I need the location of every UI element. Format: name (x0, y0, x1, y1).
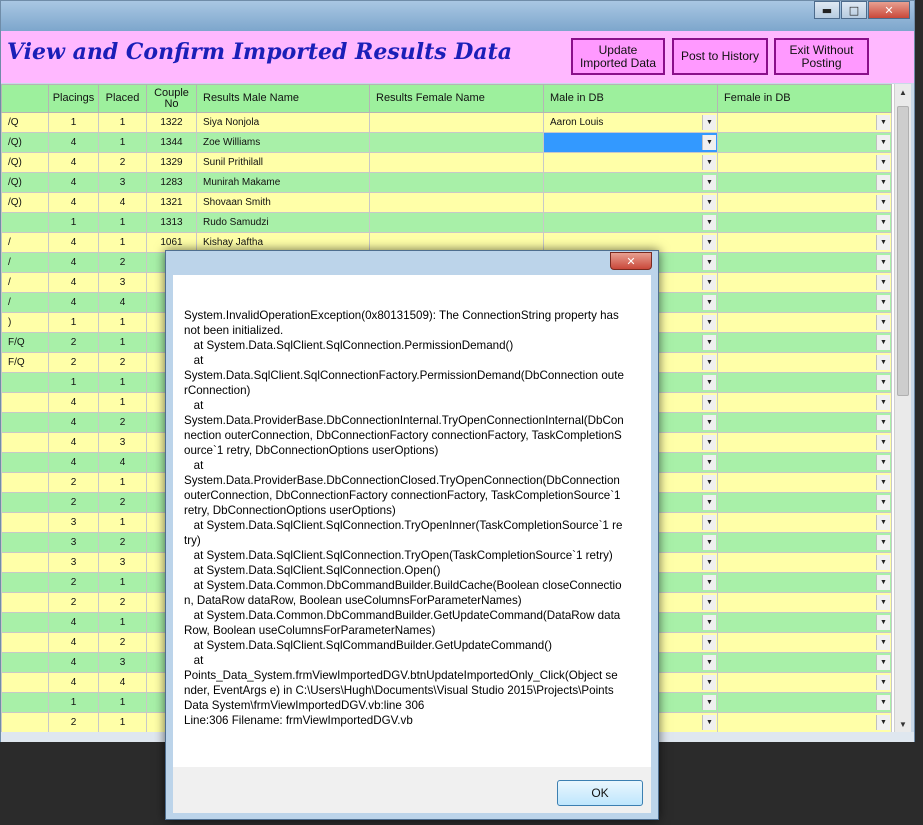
table-cell[interactable]: 1 (99, 393, 147, 413)
table-cell[interactable]: 4 (49, 413, 99, 433)
female-in-db-combo[interactable] (718, 633, 892, 653)
chevron-down-icon[interactable]: ▼ (702, 675, 716, 690)
table-cell[interactable] (2, 613, 49, 633)
table-cell[interactable]: 2 (99, 353, 147, 373)
grid-header-row (2, 85, 892, 113)
table-cell[interactable] (2, 533, 49, 553)
female-in-db-combo[interactable] (718, 453, 892, 473)
table-cell[interactable]: 3 (99, 273, 147, 293)
table-cell[interactable]: 4 (99, 293, 147, 313)
vertical-scrollbar[interactable] (894, 84, 911, 732)
table-cell[interactable]: / (2, 233, 49, 253)
table-cell[interactable]: 2 (99, 533, 147, 553)
chevron-down-icon[interactable]: ▼ (702, 515, 716, 530)
female-in-db-combo[interactable] (718, 433, 892, 453)
table-cell[interactable]: 1 (49, 213, 99, 233)
table-cell[interactable] (2, 573, 49, 593)
post-to-history-button[interactable]: Post to History (672, 38, 768, 75)
male-in-db-combo[interactable] (544, 113, 718, 133)
table-cell[interactable] (2, 673, 49, 693)
table-cell[interactable]: Siya Nonjola (197, 113, 370, 133)
table-cell[interactable]: 2 (49, 333, 99, 353)
female-in-db-combo[interactable] (718, 513, 892, 533)
chevron-down-icon[interactable]: ▼ (876, 155, 890, 170)
column-header[interactable]: Placed (99, 85, 147, 113)
chevron-down-icon[interactable]: ▼ (702, 155, 716, 170)
female-in-db-combo[interactable] (718, 313, 892, 333)
table-cell[interactable]: /Q) (2, 173, 49, 193)
table-cell[interactable]: 1 (99, 313, 147, 333)
table-cell[interactable]: 2 (49, 473, 99, 493)
female-in-db-combo[interactable] (718, 533, 892, 553)
table-cell[interactable] (2, 453, 49, 473)
chevron-down-icon[interactable]: ▼ (702, 435, 716, 450)
chevron-down-icon[interactable]: ▼ (702, 275, 716, 290)
table-cell[interactable] (2, 653, 49, 673)
table-row[interactable] (2, 173, 892, 193)
chevron-down-icon[interactable]: ▼ (876, 395, 890, 410)
scroll-up-icon[interactable]: ▲ (899, 87, 907, 97)
combo-value: Aaron Louis (550, 117, 604, 128)
table-cell[interactable] (2, 473, 49, 493)
table-cell[interactable]: 1 (99, 713, 147, 733)
chevron-down-icon[interactable]: ▼ (876, 555, 890, 570)
table-cell[interactable] (2, 213, 49, 233)
female-in-db-combo[interactable] (718, 413, 892, 433)
table-cell[interactable]: 4 (49, 133, 99, 153)
table-cell[interactable]: 1061 (147, 233, 197, 253)
table-cell[interactable]: 1329 (147, 153, 197, 173)
table-cell[interactable]: 3 (49, 533, 99, 553)
table-cell[interactable]: 2 (49, 713, 99, 733)
male-in-db-combo[interactable] (544, 213, 718, 233)
dialog-close-button[interactable]: ✕ (610, 252, 652, 270)
chevron-down-icon[interactable]: ▼ (702, 115, 716, 130)
ok-button[interactable]: OK (557, 780, 643, 806)
table-cell[interactable]: 3 (99, 653, 147, 673)
chevron-down-icon[interactable]: ▼ (702, 335, 716, 350)
male-in-db-combo[interactable] (544, 133, 718, 153)
table-cell[interactable]: / (2, 253, 49, 273)
chevron-down-icon[interactable]: ▼ (702, 655, 716, 670)
table-cell[interactable]: 4 (99, 453, 147, 473)
table-cell[interactable]: 1 (99, 233, 147, 253)
table-cell[interactable] (2, 493, 49, 513)
table-cell[interactable]: Sunil Prithilall (197, 153, 370, 173)
exit-without-posting-button[interactable]: Exit Without Posting (774, 38, 869, 75)
chevron-down-icon[interactable]: ▼ (876, 275, 890, 290)
table-cell[interactable] (2, 553, 49, 573)
chevron-down-icon[interactable]: ▼ (876, 535, 890, 550)
male-in-db-combo[interactable] (544, 153, 718, 173)
chevron-down-icon[interactable]: ▼ (876, 655, 890, 670)
female-in-db-combo[interactable] (718, 113, 892, 133)
chevron-down-icon[interactable]: ▼ (876, 235, 890, 250)
table-cell[interactable]: 3 (49, 553, 99, 573)
female-in-db-combo[interactable] (718, 393, 892, 413)
female-in-db-combo[interactable] (718, 653, 892, 673)
female-in-db-combo[interactable] (718, 153, 892, 173)
female-in-db-combo[interactable] (718, 333, 892, 353)
female-in-db-combo[interactable] (718, 553, 892, 573)
chevron-down-icon[interactable]: ▼ (702, 355, 716, 370)
chevron-down-icon[interactable]: ▼ (702, 475, 716, 490)
chevron-down-icon[interactable]: ▼ (876, 135, 890, 150)
female-in-db-combo[interactable] (718, 253, 892, 273)
table-cell[interactable]: 2 (49, 573, 99, 593)
table-cell[interactable]: /Q (2, 113, 49, 133)
table-cell[interactable]: 4 (49, 613, 99, 633)
table-cell[interactable] (2, 713, 49, 733)
chevron-down-icon[interactable]: ▼ (702, 695, 716, 710)
table-cell[interactable] (370, 113, 544, 133)
table-cell[interactable]: 1 (99, 513, 147, 533)
chevron-down-icon[interactable]: ▼ (876, 635, 890, 650)
chevron-down-icon[interactable]: ▼ (702, 455, 716, 470)
table-cell[interactable]: Munirah Makame (197, 173, 370, 193)
chevron-down-icon[interactable]: ▼ (876, 695, 890, 710)
table-cell[interactable]: 2 (99, 493, 147, 513)
table-cell[interactable] (2, 373, 49, 393)
table-cell[interactable]: 4 (49, 453, 99, 473)
dialog-titlebar[interactable] (166, 251, 658, 275)
table-cell[interactable]: 1283 (147, 173, 197, 193)
table-cell[interactable]: 1 (99, 613, 147, 633)
table-cell[interactable]: 1 (99, 333, 147, 353)
table-cell[interactable]: 3 (99, 433, 147, 453)
column-header[interactable]: Female in DB (718, 85, 892, 113)
table-cell[interactable]: 1 (49, 693, 99, 713)
table-cell[interactable]: 2 (99, 413, 147, 433)
chevron-down-icon[interactable]: ▼ (876, 515, 890, 530)
error-dialog (165, 250, 659, 820)
female-in-db-combo[interactable] (718, 293, 892, 313)
table-row[interactable] (2, 113, 892, 133)
table-cell[interactable]: F/Q (2, 333, 49, 353)
table-cell[interactable]: Shovaan Smith (197, 193, 370, 213)
dialog-footer (173, 767, 651, 813)
table-cell[interactable]: 4 (49, 153, 99, 173)
chevron-down-icon[interactable]: ▼ (702, 255, 716, 270)
table-cell[interactable]: 4 (49, 433, 99, 453)
male-in-db-combo[interactable] (544, 173, 718, 193)
female-in-db-combo[interactable] (718, 693, 892, 713)
table-cell[interactable] (2, 393, 49, 413)
chevron-down-icon[interactable]: ▼ (876, 575, 890, 590)
chevron-down-icon[interactable]: ▼ (876, 295, 890, 310)
chevron-down-icon[interactable]: ▼ (702, 375, 716, 390)
column-header[interactable]: Results Male Name (197, 85, 370, 113)
chevron-down-icon[interactable]: ▼ (702, 195, 716, 210)
chevron-down-icon[interactable]: ▼ (876, 315, 890, 330)
chevron-down-icon[interactable]: ▼ (876, 335, 890, 350)
chevron-down-icon[interactable]: ▼ (876, 675, 890, 690)
table-cell[interactable] (370, 173, 544, 193)
female-in-db-combo[interactable] (718, 573, 892, 593)
chevron-down-icon[interactable]: ▼ (702, 415, 716, 430)
table-cell[interactable] (2, 593, 49, 613)
chevron-down-icon[interactable]: ▼ (876, 355, 890, 370)
chevron-down-icon[interactable]: ▼ (876, 215, 890, 230)
female-in-db-combo[interactable] (718, 593, 892, 613)
error-message: System.InvalidOperationException(0x80131509): The ConnectionString property has not been initialized. at System.Data.SqlClient.SqlConnection.PermissionDemand() at System.Data.SqlClient.SqlConnectionFactory.PermissionDemand(DbConnection outerConnection) at System.Data.ProviderBase.DbConnectionInternal.TryOpenConnectionInternal(DbConnection outerConnection, DbConnectionFactory connectionFactory, TaskCompletionSource`1 retry, DbConnectionOptions userOptions) at System.Data.ProviderBase.DbConnectionClosed.TryOpenConnection(DbConnection outerConnection, DbConnectionFactory connectionFactory, TaskCompletionSource`1 retry, DbConnectionOptions userOptions) at System.Data.SqlClient.SqlConnection.TryOpenInner(TaskCompletionSource`1 retry) at System.Data.SqlClient.SqlConnection.TryOpen(TaskCompletionSource`1 retry) at System.Data.SqlClient.SqlConnection.Open() at System.Data.Common.DbCommandBuilder.BuildCache(Boolean closeConnection, DataRow dataRow, Boolean useColumnsForParameterNames) at System.Data.Common.DbCommandBuilder.GetUpdateCommand(DataRow dataRow, Boolean useColumnsForParameterNames) at System.Data.SqlClient.SqlCommandBuilder.GetUpdateCommand() at Points_Data_System.frmViewImportedDGV.btnUpdateImportedOnly_Click(Object sender, EventArgs e) in C:\Users\Hugh\Documents\Visual Studio 2015\Projects\Points Data System\frmViewImportedDGV.vb:line 306 Line:306 Filename: frmViewImportedDGV.vb (184, 309, 624, 727)
close-button[interactable]: ✕ (868, 1, 910, 19)
table-cell[interactable]: 4 (49, 193, 99, 213)
chevron-down-icon[interactable]: ▼ (702, 715, 716, 730)
table-cell[interactable]: 4 (49, 173, 99, 193)
chevron-down-icon[interactable]: ▼ (702, 395, 716, 410)
female-in-db-combo[interactable] (718, 493, 892, 513)
chevron-down-icon[interactable]: ▼ (876, 175, 890, 190)
table-cell[interactable]: Zoe Williams (197, 133, 370, 153)
chevron-down-icon[interactable]: ▼ (876, 715, 890, 730)
form-header (1, 31, 914, 83)
female-in-db-combo[interactable] (718, 613, 892, 633)
table-cell[interactable]: 2 (49, 353, 99, 373)
female-in-db-combo[interactable] (718, 373, 892, 393)
table-cell[interactable]: 1344 (147, 133, 197, 153)
male-in-db-combo[interactable] (544, 193, 718, 213)
table-cell[interactable]: 2 (99, 153, 147, 173)
table-cell[interactable] (2, 433, 49, 453)
table-cell[interactable] (2, 413, 49, 433)
chevron-down-icon[interactable]: ▼ (876, 115, 890, 130)
chevron-down-icon[interactable]: ▼ (702, 535, 716, 550)
female-in-db-combo[interactable] (718, 673, 892, 693)
table-cell[interactable]: 1 (99, 693, 147, 713)
table-cell[interactable] (2, 513, 49, 533)
chevron-down-icon[interactable]: ▼ (702, 575, 716, 590)
female-in-db-combo[interactable] (718, 713, 892, 733)
scroll-down-icon[interactable]: ▼ (899, 719, 907, 729)
column-header[interactable] (2, 85, 49, 113)
chevron-down-icon[interactable]: ▼ (876, 255, 890, 270)
chevron-down-icon[interactable]: ▼ (702, 175, 716, 190)
chevron-down-icon[interactable]: ▼ (702, 615, 716, 630)
table-cell[interactable]: 4 (99, 673, 147, 693)
table-cell[interactable]: 2 (99, 253, 147, 273)
chevron-down-icon[interactable]: ▼ (876, 475, 890, 490)
table-cell[interactable]: 1 (99, 373, 147, 393)
table-cell[interactable]: 1 (99, 213, 147, 233)
table-cell[interactable]: 2 (49, 593, 99, 613)
table-cell[interactable] (370, 193, 544, 213)
table-cell[interactable]: 1 (49, 373, 99, 393)
chevron-down-icon[interactable]: ▼ (876, 455, 890, 470)
dialog-body (173, 275, 651, 767)
table-cell[interactable]: ) (2, 313, 49, 333)
table-cell[interactable] (2, 633, 49, 653)
table-cell[interactable]: 4 (49, 273, 99, 293)
column-header[interactable]: Male in DB (544, 85, 718, 113)
table-row[interactable] (2, 193, 892, 213)
chevron-down-icon[interactable]: ▼ (702, 555, 716, 570)
table-cell[interactable]: 4 (49, 253, 99, 273)
table-cell[interactable]: 1 (49, 313, 99, 333)
table-cell[interactable]: 3 (99, 173, 147, 193)
table-cell[interactable]: 4 (49, 653, 99, 673)
female-in-db-combo[interactable] (718, 273, 892, 293)
table-cell[interactable]: / (2, 273, 49, 293)
chevron-down-icon[interactable]: ▼ (876, 195, 890, 210)
table-cell[interactable] (370, 153, 544, 173)
table-cell[interactable]: 1 (99, 473, 147, 493)
female-in-db-combo[interactable] (718, 353, 892, 373)
chevron-down-icon[interactable]: ▼ (702, 495, 716, 510)
column-header[interactable]: Results Female Name (370, 85, 544, 113)
table-cell[interactable]: 1 (49, 113, 99, 133)
chevron-down-icon[interactable]: ▼ (876, 615, 890, 630)
table-cell[interactable]: 1321 (147, 193, 197, 213)
female-in-db-combo[interactable] (718, 473, 892, 493)
table-cell[interactable]: /Q) (2, 133, 49, 153)
table-cell[interactable]: 2 (49, 493, 99, 513)
table-cell[interactable]: 3 (99, 553, 147, 573)
table-cell[interactable]: 4 (49, 393, 99, 413)
female-in-db-combo[interactable] (718, 213, 892, 233)
table-cell[interactable]: 1322 (147, 113, 197, 133)
table-cell[interactable]: 4 (49, 633, 99, 653)
minimize-button[interactable]: ▬ (814, 1, 840, 19)
table-row[interactable] (2, 213, 892, 233)
table-row[interactable] (2, 153, 892, 173)
window-titlebar[interactable] (1, 1, 914, 31)
table-cell[interactable]: 2 (99, 633, 147, 653)
table-cell[interactable]: 4 (99, 193, 147, 213)
chevron-down-icon[interactable]: ▼ (702, 295, 716, 310)
table-cell[interactable]: Rudo Samudzi (197, 213, 370, 233)
chevron-down-icon[interactable]: ▼ (702, 215, 716, 230)
table-cell[interactable]: Kishay Jaftha (197, 233, 370, 253)
female-in-db-combo[interactable] (718, 193, 892, 213)
table-cell[interactable] (370, 133, 544, 153)
scroll-thumb[interactable] (897, 106, 909, 396)
chevron-down-icon[interactable]: ▼ (876, 435, 890, 450)
table-cell[interactable]: 4 (49, 233, 99, 253)
table-cell[interactable]: /Q) (2, 153, 49, 173)
table-cell[interactable]: 1313 (147, 213, 197, 233)
chevron-down-icon[interactable]: ▼ (876, 375, 890, 390)
chevron-down-icon[interactable]: ▼ (702, 135, 716, 150)
female-in-db-combo[interactable] (718, 133, 892, 153)
chevron-down-icon[interactable]: ▼ (702, 235, 716, 250)
chevron-down-icon[interactable]: ▼ (702, 635, 716, 650)
table-cell[interactable] (370, 213, 544, 233)
table-cell[interactable]: 1 (99, 113, 147, 133)
table-cell[interactable]: 1 (99, 133, 147, 153)
page-title: View and Confirm Imported Results Data (7, 39, 513, 65)
chevron-down-icon[interactable]: ▼ (876, 415, 890, 430)
table-cell[interactable]: 4 (49, 293, 99, 313)
table-row[interactable] (2, 133, 892, 153)
table-cell[interactable]: 4 (49, 673, 99, 693)
table-cell[interactable]: 1 (99, 573, 147, 593)
maximize-button[interactable]: □ (841, 1, 867, 19)
chevron-down-icon[interactable]: ▼ (876, 595, 890, 610)
table-cell[interactable]: /Q) (2, 193, 49, 213)
table-cell[interactable]: F/Q (2, 353, 49, 373)
table-cell[interactable]: 2 (99, 593, 147, 613)
table-cell[interactable]: / (2, 293, 49, 313)
column-header[interactable]: Couple No (147, 85, 197, 113)
female-in-db-combo[interactable] (718, 173, 892, 193)
update-imported-data-button[interactable]: Update Imported Data (571, 38, 665, 75)
chevron-down-icon[interactable]: ▼ (702, 315, 716, 330)
window-controls (813, 1, 910, 19)
table-cell[interactable]: 3 (49, 513, 99, 533)
table-cell[interactable] (2, 693, 49, 713)
female-in-db-combo[interactable] (718, 233, 892, 253)
chevron-down-icon[interactable]: ▼ (702, 595, 716, 610)
chevron-down-icon[interactable]: ▼ (876, 495, 890, 510)
column-header[interactable]: Placings (49, 85, 99, 113)
